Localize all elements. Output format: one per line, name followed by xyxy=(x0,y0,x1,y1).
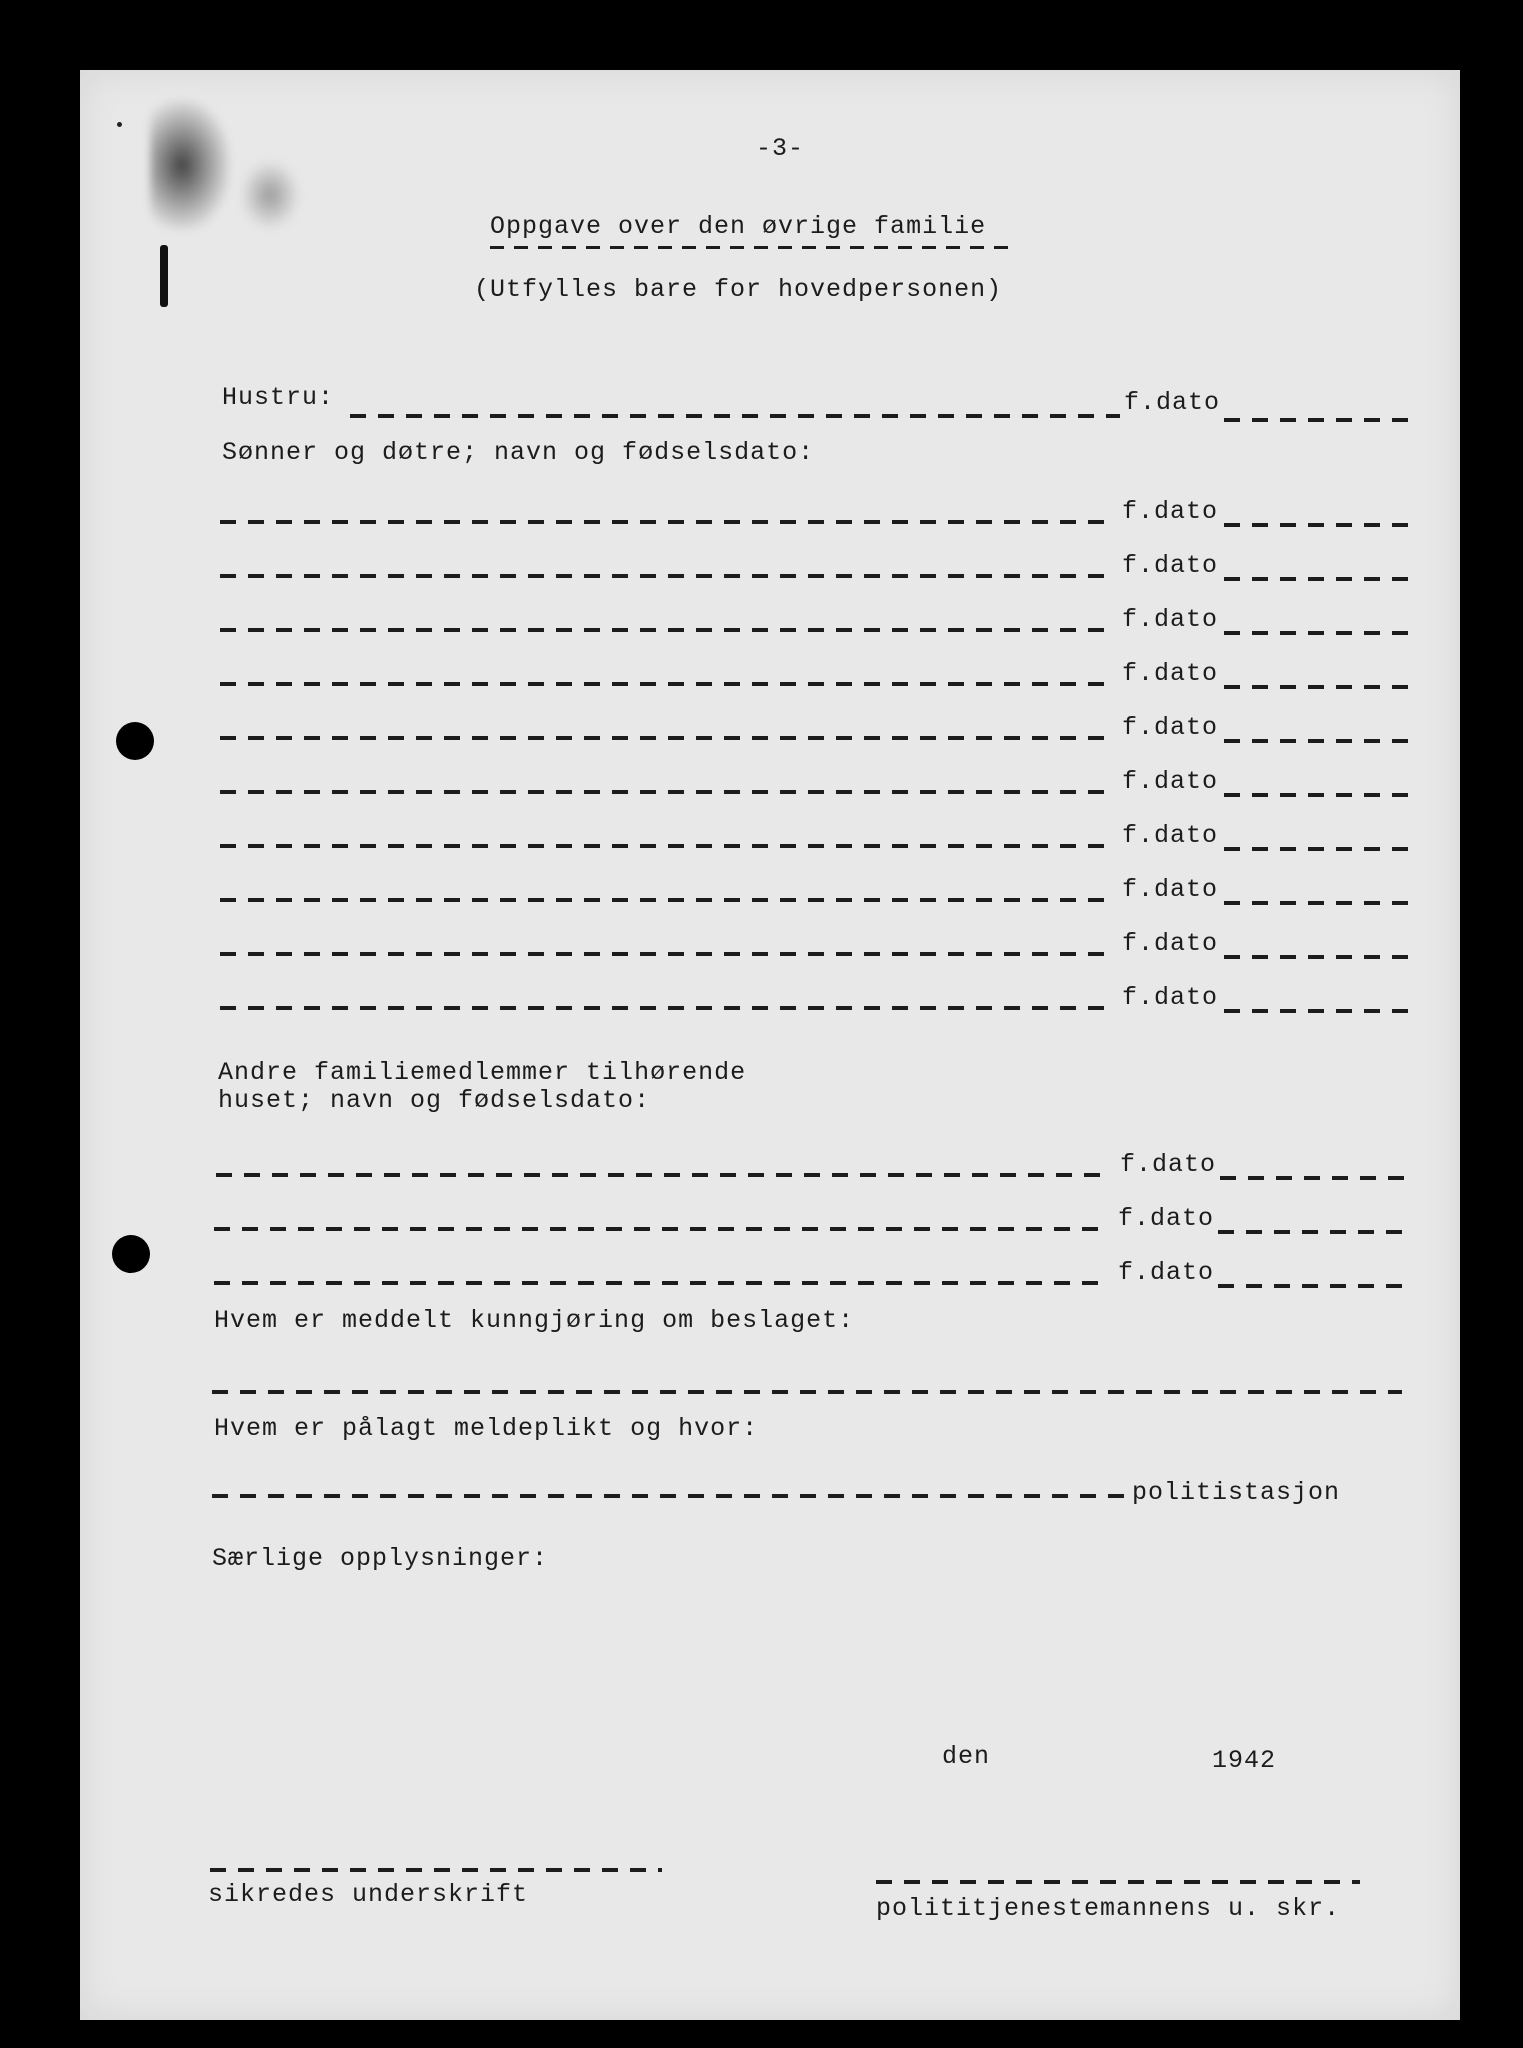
form-subtitle: (Utfylles bare for hovedpersonen) xyxy=(474,275,1003,304)
child-fdato-line xyxy=(1224,631,1408,635)
child-name-line xyxy=(220,736,1108,740)
title-underline xyxy=(490,246,1008,249)
child-fdato-label: f.dato xyxy=(1122,659,1219,688)
child-name-line xyxy=(220,628,1108,632)
reporting-line xyxy=(212,1494,1128,1498)
child-name-line xyxy=(220,574,1108,578)
child-fdato-line xyxy=(1224,739,1408,743)
child-name-line xyxy=(220,844,1108,848)
member-name-line xyxy=(214,1227,1102,1231)
member-name-line xyxy=(214,1281,1102,1285)
punch-hole-upper xyxy=(116,722,154,760)
children-label: Sønner og døtre; navn og fødselsdato: xyxy=(222,438,815,467)
child-fdato-line xyxy=(1224,955,1408,959)
member-fdato-line xyxy=(1218,1284,1402,1288)
hustru-fdato-line xyxy=(1224,418,1408,422)
child-fdato-label: f.dato xyxy=(1122,929,1219,958)
child-fdato-line xyxy=(1224,847,1408,851)
margin-mark xyxy=(160,245,168,307)
signature-right-line xyxy=(876,1880,1360,1884)
date-den: den xyxy=(942,1742,991,1771)
child-name-line xyxy=(220,520,1108,524)
hustru-label: Hustru: xyxy=(222,383,335,412)
child-fdato-line xyxy=(1224,577,1408,581)
member-fdato-label: f.dato xyxy=(1118,1204,1215,1233)
punch-hole-lower xyxy=(112,1235,150,1273)
child-fdato-line xyxy=(1224,523,1408,527)
member-fdato-label: f.dato xyxy=(1118,1258,1215,1287)
hustru-name-line xyxy=(350,414,1120,418)
child-name-line xyxy=(220,682,1108,686)
child-name-line xyxy=(220,952,1108,956)
ink-smudge-faint xyxy=(240,160,300,230)
special-info-label: Særlige opplysninger: xyxy=(212,1544,549,1573)
child-name-line xyxy=(220,790,1108,794)
page-number: -3- xyxy=(756,134,805,163)
child-name-line xyxy=(220,898,1108,902)
member-name-line xyxy=(216,1173,1104,1177)
ink-smudge xyxy=(150,100,230,230)
child-fdato-label: f.dato xyxy=(1122,767,1219,796)
other-members-label-line1: Andre familiemedlemmer tilhørende xyxy=(218,1058,747,1087)
child-fdato-line xyxy=(1224,685,1408,689)
margin-dot xyxy=(117,122,122,127)
child-fdato-line xyxy=(1224,793,1408,797)
child-fdato-label: f.dato xyxy=(1122,821,1219,850)
reporting-label: Hvem er pålagt meldeplikt og hvor: xyxy=(214,1414,759,1443)
child-fdato-line xyxy=(1224,901,1408,905)
police-station-label: politistasjon xyxy=(1132,1478,1341,1507)
other-members-label-line2: huset; navn og fødselsdato: xyxy=(218,1086,651,1115)
signature-left-line xyxy=(210,1868,662,1872)
child-name-line xyxy=(220,1006,1108,1010)
notified-label: Hvem er meddelt kunngjøring om beslaget: xyxy=(214,1306,855,1335)
child-fdato-label: f.dato xyxy=(1122,551,1219,580)
date-year: 1942 xyxy=(1212,1746,1277,1775)
signature-left-label: sikredes underskrift xyxy=(208,1880,529,1909)
hustru-fdato-label: f.dato xyxy=(1124,388,1221,417)
child-fdato-line xyxy=(1224,1009,1408,1013)
member-fdato-line xyxy=(1220,1176,1404,1180)
form-title: Oppgave over den øvrige familie xyxy=(490,212,987,241)
child-fdato-label: f.dato xyxy=(1122,875,1219,904)
member-fdato-label: f.dato xyxy=(1120,1150,1217,1179)
signature-right-label: polititjenestemannens u. skr. xyxy=(876,1894,1341,1923)
child-fdato-label: f.dato xyxy=(1122,713,1219,742)
document-page xyxy=(80,70,1460,2020)
notified-line xyxy=(212,1390,1402,1394)
member-fdato-line xyxy=(1218,1230,1402,1234)
child-fdato-label: f.dato xyxy=(1122,605,1219,634)
child-fdato-label: f.dato xyxy=(1122,983,1219,1012)
child-fdato-label: f.dato xyxy=(1122,497,1219,526)
